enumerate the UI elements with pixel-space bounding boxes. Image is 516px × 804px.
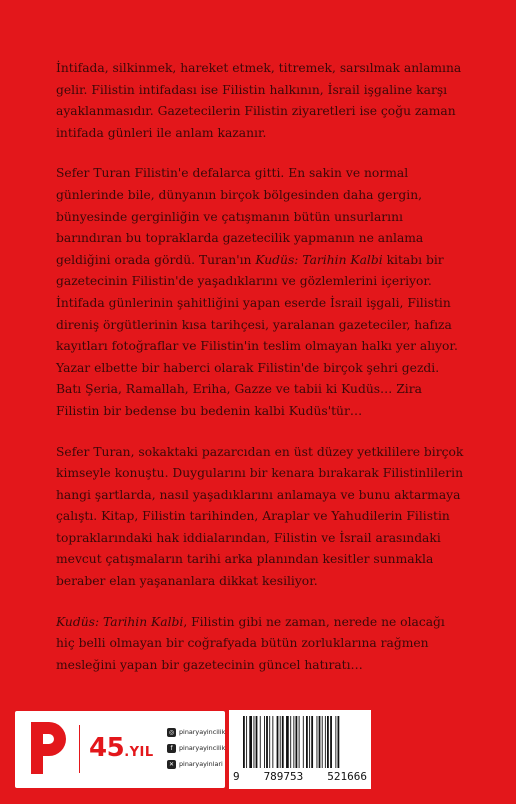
barcode-bar [309,716,310,768]
publisher-logo-panel [15,711,225,788]
back-cover-text [56,58,466,695]
barcode-bar [286,716,289,768]
barcode-bar [299,716,300,768]
barcode-bar [254,716,255,768]
facebook-icon: f [167,744,176,753]
barcode-bar [280,716,281,768]
barcode-bar [317,716,318,768]
social-link[interactable] [167,756,225,772]
social-links [167,724,225,772]
social-link[interactable] [167,740,225,756]
barcode-bar [322,716,323,768]
social-handle: pinaryayincilik [179,728,226,736]
barcode-bar [311,716,313,768]
instagram-icon: ◎ [168,728,175,736]
barcode-bar [338,716,340,768]
barcode-bar [306,716,308,768]
barcode-digit-right: 521666 [327,770,367,783]
paragraph-text: Sefer Turan, sokaktaki pazarcıdan en üst düzey yetkililere birçok kimseyle konuştu. Duygularını bir kenara bırakarak Filistinlilerin hangi şartlarda, nasıl yaşadıklarını anlamaya ve bunu aktarmaya çalıştı. Kitap, Filistin tarihinden, Araplar ve Yahudilerin Filistin topraklarındaki hak iddialarından, Filistin ve İsrail arasındaki mevcut çatışmaların tarihi arka planından kesitler sunmakla beraber elan yaşananlara dikkat kesiliyor. [56,444,464,589]
paragraph [56,442,466,593]
social-handle: pinaryayinlari [179,760,223,768]
barcode-digits [233,770,367,783]
barcode-bar [243,716,245,768]
barcode-digit-left: 789753 [263,770,304,783]
barcode-digit-lead: 9 [233,770,240,783]
anniversary-label [89,733,154,763]
barcode-bars [243,716,361,768]
anniversary-number: 45 [89,733,125,763]
barcode-bar [325,716,326,768]
barcode-bar [282,716,284,768]
barcode-bar [272,716,273,768]
paragraph [56,163,466,422]
paragraph-text: kitabı bir gazetecinin Filistin'de yaşadıklarını ve gözlemlerini içeriyor. İntifada günlerinin şahitliğini yapan eserde İsrail işgali, Filistin direniş örgütlerinin kısa tarihçesi, yaralanan gazeteciler, hafıza kayıtları fotoğraflar ve Filistin'in teslim olmayan halkı yer alıyor. Yazar elbette bir haberci olarak Filistin'de birçok şehri gezdi. Batı Şeria, Ramallah, Eriha, Gazze ve tabii ki Kudüs… Zira Filistin bir bedense bu bedenin kalbi Kudüs'tür… [56,252,458,418]
paragraph [56,612,466,677]
barcode-bar [269,716,270,768]
book-title-italic: Kudüs: Tarihin Kalbi [255,252,383,267]
social-handle: pinaryayincilik [179,744,226,752]
paragraph-text: Sefer Turan Filistin'e defalarca gitti. En sakin ve normal günlerinde bile, dünyanın birçok bölgesinden daha gergin, bünyesinde gerginliğin ve çatışmanın bütün unsurlarını barındıran bu topraklarda gazetecilik yapmanın ne anlama geldiğini orada gördü. Turan'ın [56,166,424,267]
barcode-bar [266,716,268,768]
barcode-bar [246,716,247,768]
barcode-bar [290,716,291,768]
barcode-bar [330,716,332,768]
anniversary-suffix: .YIL [124,745,154,760]
barcode-bar [319,716,321,768]
barcode-bar [260,716,261,768]
publisher-logo-icon [29,720,67,776]
barcode-bar [264,716,265,768]
barcode-bar [296,716,298,768]
barcode-bar [335,716,336,768]
book-title-italic: Kudüs: Tarihin Kalbi [56,614,184,629]
paragraph-text: İntifada, silkinmek, hareket etmek, titremek, sarsılmak anlamına gelir. Filistin intifadası ise Filistin halkının, İsrail işgaline karşı ayaklanmasıdır. Gazetecilerin Filistin ziyaretleri ise çoğu zaman intifada günleri ile anlam kazanır. [56,61,462,140]
paragraph [56,58,466,144]
barcode-bar [327,716,329,768]
barcode-bar [303,716,304,768]
barcode-bar [293,716,294,768]
x-twitter-icon: ✕ [168,760,175,768]
barcode-bar [249,716,252,768]
isbn-barcode [229,710,371,789]
paragraph-text: , Filistin gibi ne zaman, nerede ne olacağı hiç belli olmayan bir coğrafyada bütün zorluklarına rağmen mesleğini yapan bir gazetecinin güncel hatıratı… [56,614,445,672]
social-link[interactable] [167,724,225,740]
barcode-bar [256,716,258,768]
logo-divider [79,725,80,773]
barcode-bar [277,716,279,768]
